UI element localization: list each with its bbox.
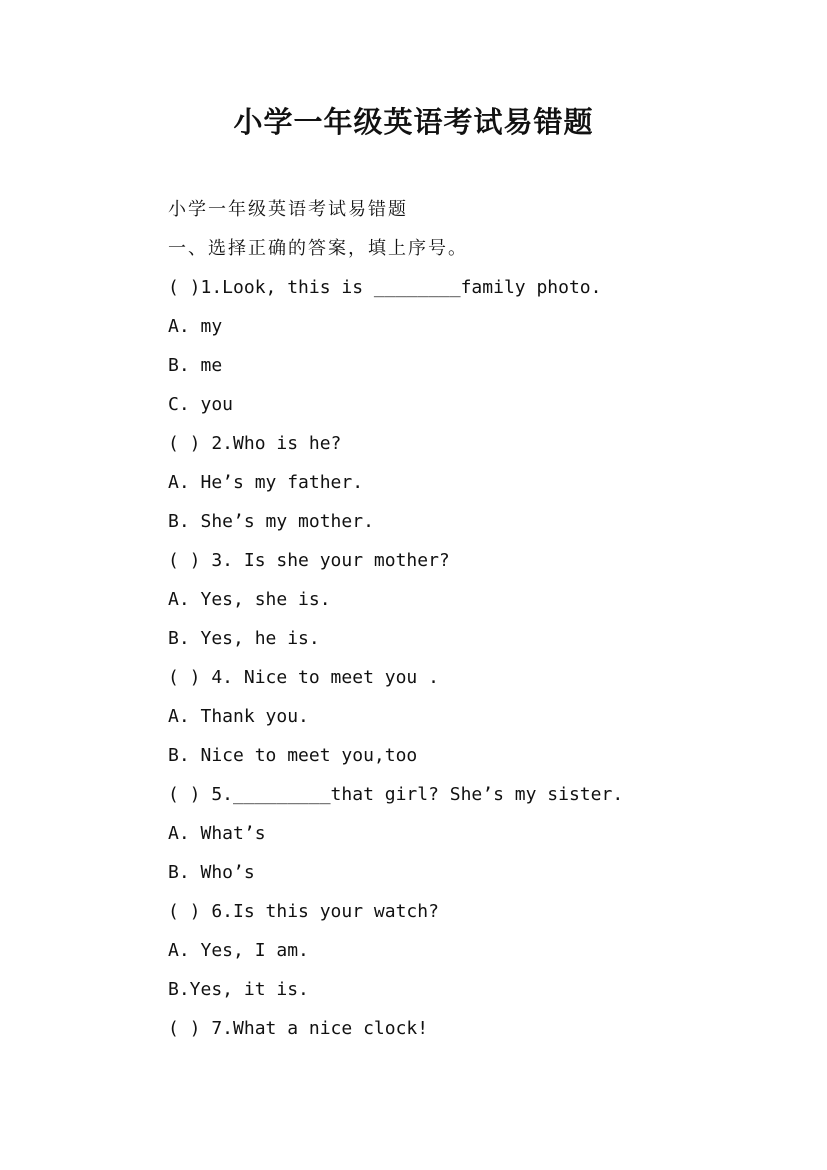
question-7: ( ) 7.What a nice clock!	[168, 1018, 429, 1039]
q2-option-a: A. He’s my father.	[168, 472, 364, 493]
q1-option-a: A. my	[168, 316, 223, 337]
q3-option-b: B. Yes, he is.	[168, 628, 320, 649]
q1-option-b: B. me	[168, 355, 223, 376]
document-title: 小学一年级英语考试易错题	[233, 105, 594, 139]
q5-option-a: A. What’s	[168, 823, 266, 844]
question-3: ( ) 3. Is she your mother?	[168, 550, 450, 571]
question-6: ( ) 6.Is this your watch?	[168, 901, 439, 922]
section-heading: 一、选择正确的答案，填上序号。	[168, 238, 468, 259]
q2-option-b: B. She’s my mother.	[168, 511, 374, 532]
document-subtitle: 小学一年级英语考试易错题	[168, 199, 408, 220]
q4-option-a: A. Thank you.	[168, 706, 309, 727]
q5-option-b: B. Who’s	[168, 862, 255, 883]
q6-option-b: B.Yes, it is.	[168, 979, 309, 1000]
question-1: ( )1.Look, this is ________family photo.	[168, 277, 602, 298]
q4-option-b: B. Nice to meet you,too	[168, 745, 418, 766]
q6-option-a: A. Yes, I am.	[168, 940, 309, 961]
q1-option-c: C. you	[168, 394, 234, 415]
question-4: ( ) 4. Nice to meet you .	[168, 667, 439, 688]
question-2: ( ) 2.Who is he?	[168, 433, 342, 454]
document-body	[168, 195, 768, 1053]
q3-option-a: A. Yes, she is.	[168, 589, 331, 610]
question-5: ( ) 5._________that girl? She’s my sister.	[168, 784, 624, 805]
